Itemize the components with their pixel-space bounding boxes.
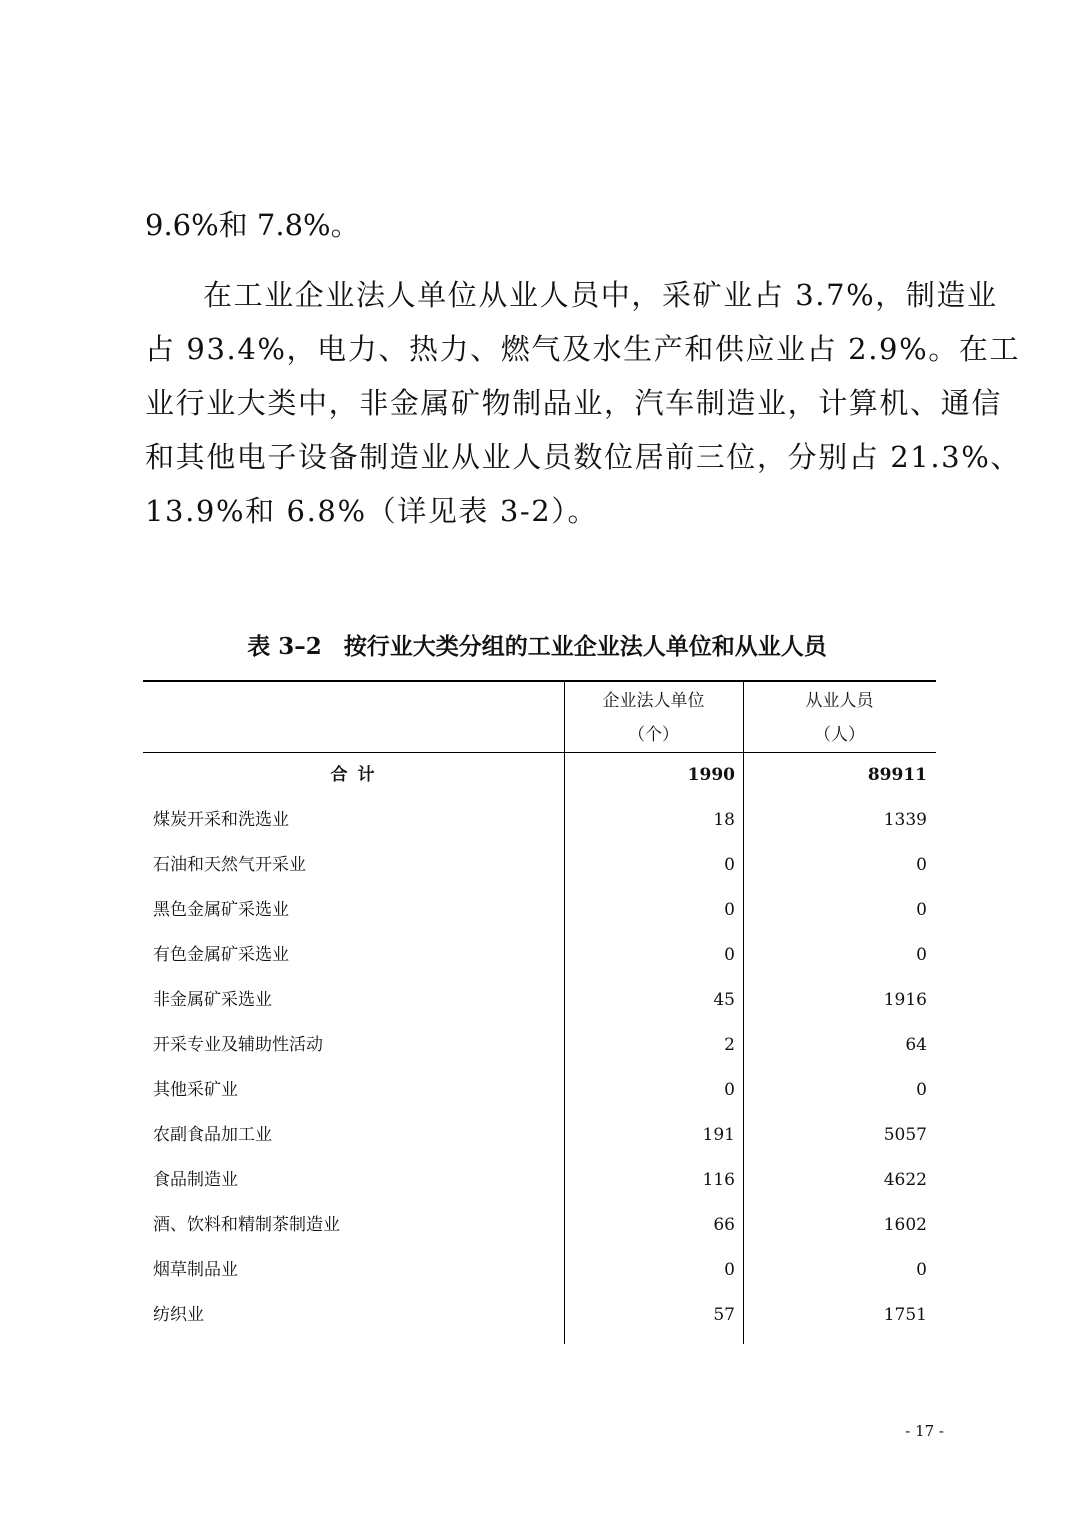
row-persons: 89911	[867, 765, 927, 785]
row-units: 0	[724, 855, 735, 875]
row-units: 116	[702, 1170, 735, 1190]
paragraph-continuation: 9.6%和 7.8%。	[145, 208, 360, 242]
row-persons: 1751	[883, 1305, 927, 1325]
row-name: 黑色金属矿采选业	[153, 900, 289, 920]
table-row	[143, 888, 936, 933]
table-caption-title: 按行业大类分组的工业企业法人单位和从业人员	[343, 633, 827, 660]
row-units: 191	[702, 1125, 735, 1145]
row-units: 45	[713, 990, 735, 1010]
table-row	[143, 843, 936, 888]
table-row	[143, 1023, 936, 1068]
row-units: 18	[713, 810, 735, 830]
table-row	[143, 1248, 936, 1293]
row-persons: 0	[916, 855, 927, 875]
table-row-total	[143, 753, 936, 798]
paragraph-line: 和其他电子设备制造业从业人员数位居前三位，分别占 21.3%、	[145, 440, 1021, 474]
row-units: 2	[724, 1035, 735, 1055]
column-header-persons-label: 从业人员	[805, 691, 874, 711]
row-name: 其他采矿业	[153, 1080, 238, 1100]
row-name: 酒、饮料和精制茶制造业	[153, 1215, 340, 1235]
row-name: 农副食品加工业	[153, 1125, 272, 1145]
paragraph-line: 业行业大类中，非金属矿物制品业，汽车制造业，计算机、通信	[145, 386, 1002, 420]
table-row	[143, 1158, 936, 1203]
row-name: 合 计	[330, 765, 377, 785]
table-caption	[0, 628, 1074, 661]
row-persons: 1916	[883, 990, 927, 1010]
table-row	[143, 1293, 936, 1338]
row-units: 0	[724, 900, 735, 920]
table-row	[143, 798, 936, 843]
row-units: 0	[724, 1080, 735, 1100]
row-persons: 0	[916, 945, 927, 965]
page-number: - 17 -	[905, 1422, 944, 1440]
row-name: 有色金属矿采选业	[153, 945, 289, 965]
paragraph-line: 13.9%和 6.8%（详见表 3-2）。	[145, 494, 599, 528]
industry-table	[143, 680, 936, 1344]
row-persons: 1602	[883, 1215, 927, 1235]
paragraph-industrial-employment	[145, 268, 1021, 538]
row-persons: 5057	[883, 1125, 927, 1145]
row-name: 烟草制品业	[153, 1260, 238, 1280]
row-units: 1990	[687, 765, 735, 785]
row-persons: 0	[916, 1080, 927, 1100]
column-header-persons-unit: （人）	[814, 725, 865, 745]
row-persons: 4622	[883, 1170, 927, 1190]
table-row	[143, 978, 936, 1023]
table-row	[143, 1068, 936, 1113]
row-persons: 64	[905, 1035, 927, 1055]
paragraph-line: 占 93.4%，电力、热力、燃气及水生产和供应业占 2.9%。在工	[145, 332, 1021, 366]
row-units: 0	[724, 1260, 735, 1280]
column-header-persons	[743, 684, 936, 752]
column-header-units-label: 企业法人单位	[602, 691, 705, 711]
row-units: 0	[724, 945, 735, 965]
row-name: 食品制造业	[153, 1170, 238, 1190]
row-units: 57	[713, 1305, 735, 1325]
table-caption-number: 表 3–2	[247, 633, 322, 660]
column-header-units-unit: （个）	[628, 725, 679, 745]
table-row	[143, 1113, 936, 1158]
row-persons: 0	[916, 1260, 927, 1280]
table-row	[143, 933, 936, 978]
row-name: 开采专业及辅助性活动	[153, 1035, 323, 1055]
row-name: 非金属矿采选业	[153, 990, 272, 1010]
paragraph-line: 在工业企业法人单位从业人员中，采矿业占 3.7%，制造业	[203, 278, 998, 312]
row-name: 石油和天然气开采业	[153, 855, 306, 875]
row-persons: 0	[916, 900, 927, 920]
column-header-units	[564, 684, 743, 752]
table-row	[143, 1203, 936, 1248]
row-name: 纺织业	[153, 1305, 204, 1325]
table-top-rule	[143, 680, 936, 682]
row-name: 煤炭开采和洗选业	[153, 810, 289, 830]
row-units: 66	[713, 1215, 735, 1235]
row-persons: 1339	[883, 810, 927, 830]
